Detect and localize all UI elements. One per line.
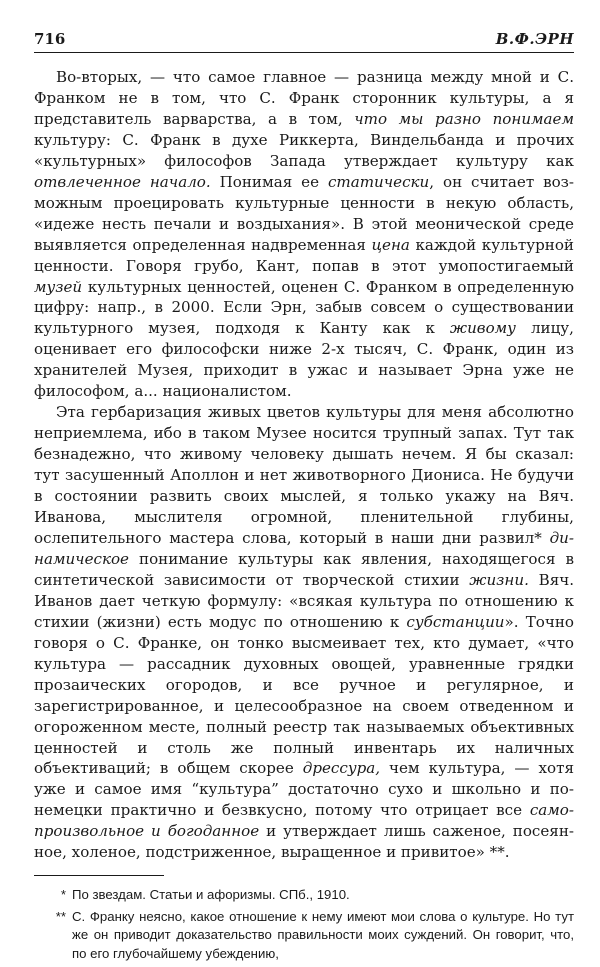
- text-run: Вяч. Иванов дает четкую формулу: «всякая культура по отношению к стихии (жизни) есть модус по отношению к: [34, 570, 574, 631]
- text-run: лицу, оценивает его философски ниже 2-х тысяч, С. Франк, один из хранителей Музея, приходит в ужас и называет Эрна уже не философом, а... националистом.: [34, 319, 574, 401]
- text-run: культуру: С. Франк в духе Риккерта, Виндельбанда и прочих «культурных» философов Запада утверждает культуру как: [34, 130, 574, 170]
- footnote-text: По звездам. Статьи и афоризмы. СПб., 1910.: [72, 887, 350, 903]
- text-run: чем культура, — хотя уже и самое имя “культура” достаточно сухо и школьно и понемецки практично и безвкусно, потому что отрицает все: [34, 759, 574, 820]
- footnote-1: [34, 886, 574, 905]
- italic-emphasis: цена: [371, 235, 410, 254]
- text-run: и утверждает лишь саженое, посеянное, холеное, подстриженное, выращенное и привитое» **.: [34, 822, 574, 862]
- text-run: культурных ценностей, оценен С. Франком в определенную цифру: напр., в 2000. Если Эрн, забыв совсем о существовании культурного музея, подходя к Канту как к: [34, 277, 574, 338]
- italic-emphasis: субстанции: [406, 612, 505, 631]
- paragraph-1: [34, 67, 574, 402]
- text-run: понимание культуры как явления, находящегося в синтетической зависимости от творческой стихии: [34, 549, 574, 589]
- footnote-divider: [34, 875, 164, 876]
- running-head: [34, 30, 574, 53]
- text-run: Во-вторых, — что самое главное — разница между мной и С. Франком не в том, что С. Франк сторонник культуры, а я представитель варварства, а в том,: [34, 68, 574, 128]
- text-run: ». Точно говоря о С. Франке, он тонко высмеивает тех, кто думает, «что культура — рассадник духовных овощей, уравненные грядки прозаических огородов, и все ручное и регулярное, и зарегистрированное, и целесообразное на своем отведенном и огороженном месте, полный реестр так называемых объективных ценностей и столь же полный инвентарь их наличных объективаций; в общем скорее: [34, 612, 574, 778]
- italic-emphasis: жизни.: [469, 570, 529, 589]
- text-run: Эта гербаризация живых цветов культуры для меня абсолютно неприемлема, ибо в таком Музее носится трупный запах. Тут так безнадежно, что живому человеку дышать нечем. Я бы сказал: тут засушенный Аполлон и нет животворного Диониса. Не будучи в состоянии развить своих мыслей, я только укажу на Вяч. Иванова, мыслителя огромной, пленительной глубины, ослепительного мастера слова, который в наши дни развил*: [34, 403, 574, 547]
- footnote-2: [34, 908, 574, 964]
- text-run: Понимая ее: [210, 172, 328, 191]
- italic-emphasis: динамическое: [34, 528, 574, 568]
- footnotes: [34, 886, 574, 963]
- footnote-mark: *: [60, 887, 66, 903]
- italic-emphasis: что мы разно понимаем: [354, 109, 574, 128]
- footnote-mark: **: [55, 908, 66, 924]
- page-number: 716: [34, 30, 66, 48]
- italic-emphasis: дрессура,: [302, 759, 381, 778]
- italic-emphasis: статически: [327, 172, 430, 191]
- text-run: каждой культурной ценности. Говоря грубо, Кант, попав в этот умопостигаемый: [34, 235, 574, 275]
- running-head-author: В.Ф.ЭРН: [495, 30, 574, 48]
- italic-emphasis: музей: [34, 277, 83, 296]
- italic-emphasis: самопроизвольное и богоданное: [34, 801, 574, 841]
- italic-emphasis: отвлеченное начало.: [34, 172, 211, 191]
- italic-emphasis: живому: [449, 319, 516, 338]
- text-run: , он считает возможным проецировать культурные ценности в некую область, «идеже несть печали и воздыхания». В этой меонической среде выявляется определенная надвременная: [34, 172, 575, 254]
- book-page: [34, 30, 574, 967]
- main-text: [34, 67, 574, 863]
- paragraph-2: [34, 402, 574, 863]
- footnote-text: С. Франку неясно, какое отношение к нему имеют мои слова о культуре. Но тут же он приводит доказательство правильности моих суждений. Он говорит, что, по его глубочайшему убеждению,: [72, 908, 574, 961]
